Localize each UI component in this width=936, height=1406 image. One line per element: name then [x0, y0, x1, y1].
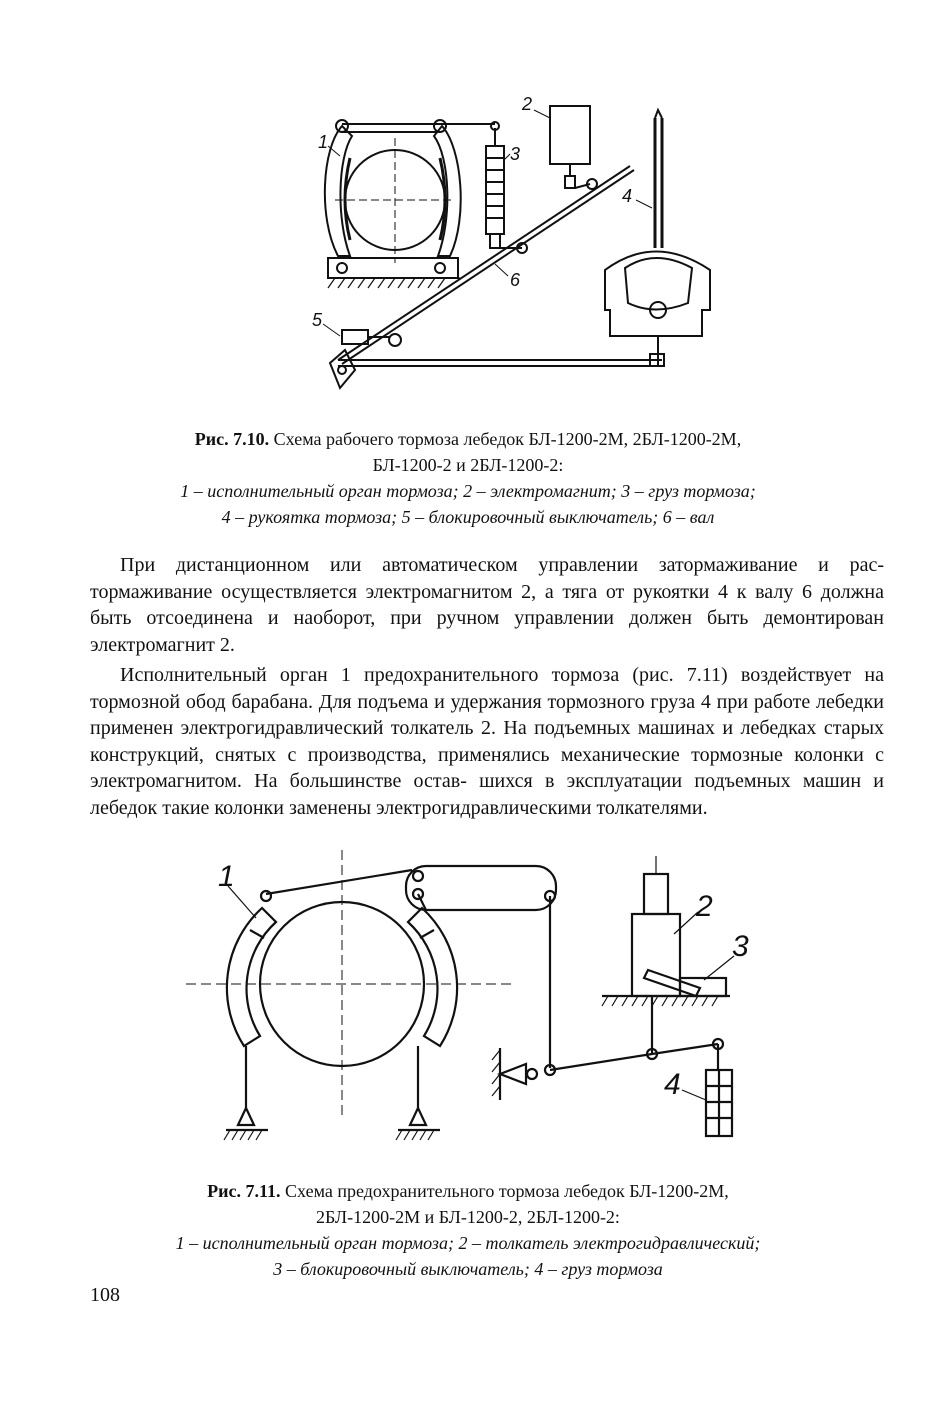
ground-hatching	[328, 278, 460, 288]
caption-legend-line-1: 1 – исполнительный орган тормоза; 2 – электромагнит; 3 – груз тормоза;	[180, 481, 756, 501]
label-6: 6	[510, 270, 521, 290]
caption-legend-line-2: 3 – блокировочный выключатель; 4 – груз тормоза	[273, 1259, 663, 1279]
caption-legend-line-2: 4 – рукоятка тормоза; 5 – блокировочный выключатель; 6 – вал	[221, 507, 715, 527]
handle-quadrant	[605, 252, 710, 337]
figure-7-10	[300, 88, 740, 408]
paragraph-2-line: на тормозной обод барабана. Для подъема и удержания тормозного груза 4 при	[90, 664, 885, 713]
paragraph-2	[90, 662, 884, 821]
label-4: 4	[622, 186, 633, 206]
figure-7-11-caption	[0, 1178, 936, 1282]
lower-lever	[330, 350, 355, 388]
caption-title-line-1: Схема рабочего тормоза лебедок БЛ-1200-2М, 2БЛ-1200-2М,	[273, 429, 742, 449]
label-3: 3	[510, 144, 521, 164]
figure-7-10-drawing	[300, 88, 740, 408]
paragraph-2-line: машинах и лебедках старых конструкций, снятых с производства, применялись	[90, 717, 885, 766]
body-text	[90, 552, 884, 821]
paragraph-1-line: тормаживание осуществляется электромагнитом 2, а тяга от рукоятки 4 к валу	[90, 580, 794, 603]
caption-number: Рис. 7.10.	[194, 429, 270, 449]
left-brake-shoe	[227, 908, 276, 1046]
caption-title-line-2: 2БЛ-1200-2М и БЛ-1200-2, 2БЛ-1200-2:	[316, 1207, 620, 1227]
figure-7-10-caption	[0, 426, 936, 530]
label-1: 1	[218, 860, 235, 893]
caption-legend-line-1: 1 – исполнительный орган тормоза; 2 – толкатель электрогидравлический;	[175, 1233, 761, 1253]
paragraph-2-line: Исполнительный орган 1 предохранительного тормоза (рис. 7.11) воздействует	[120, 664, 852, 686]
figure-7-11	[186, 850, 756, 1150]
caption-title-line-2: БЛ-1200-2 и 2БЛ-1200-2:	[372, 455, 564, 475]
page-number: 108	[90, 1284, 120, 1306]
shaft	[338, 166, 633, 360]
paragraph-2-line: механические тормозные колонки с электромагнитом. На большинстве остав-	[90, 743, 885, 792]
brake-weight	[486, 146, 504, 234]
label-2: 2	[522, 94, 533, 114]
paragraph-1-line: демонтирован электромагнит 2.	[90, 607, 884, 656]
label-5: 5	[312, 310, 323, 330]
right-brake-shoe	[408, 908, 457, 1046]
label-4: 4	[664, 1068, 681, 1101]
paragraph-1	[90, 552, 884, 658]
electro-hydraulic-pusher	[632, 914, 680, 996]
figure-7-11-drawing	[186, 850, 756, 1150]
caption-number: Рис. 7.11.	[207, 1181, 281, 1201]
right-brake-arm	[434, 126, 461, 256]
paragraph-2-line: шихся в эксплуатации подъемных машин и лебедок такие колонки заменены	[90, 770, 885, 819]
electromagnet	[550, 106, 590, 164]
label-1: 1	[318, 132, 329, 152]
paragraph-1-line: При дистанционном или автоматическом управлении затормаживание и рас-	[120, 554, 884, 576]
paragraph-2-line: работе лебедки применен электрогидравлический толкатель 2. На подъемных	[90, 690, 884, 739]
caption-title-line-1: Схема предохранительного тормоза лебедок БЛ-1200-2М,	[285, 1181, 729, 1201]
ground-hatching	[224, 996, 718, 1140]
paragraph-2-line: электрогидравлическими толкателями.	[376, 796, 708, 819]
paragraph-1-line: 6 должна быть отсоединена и наоборот, при ручном управлении должен быть	[90, 580, 884, 629]
label-2: 2	[696, 890, 713, 923]
label-3: 3	[732, 930, 749, 963]
